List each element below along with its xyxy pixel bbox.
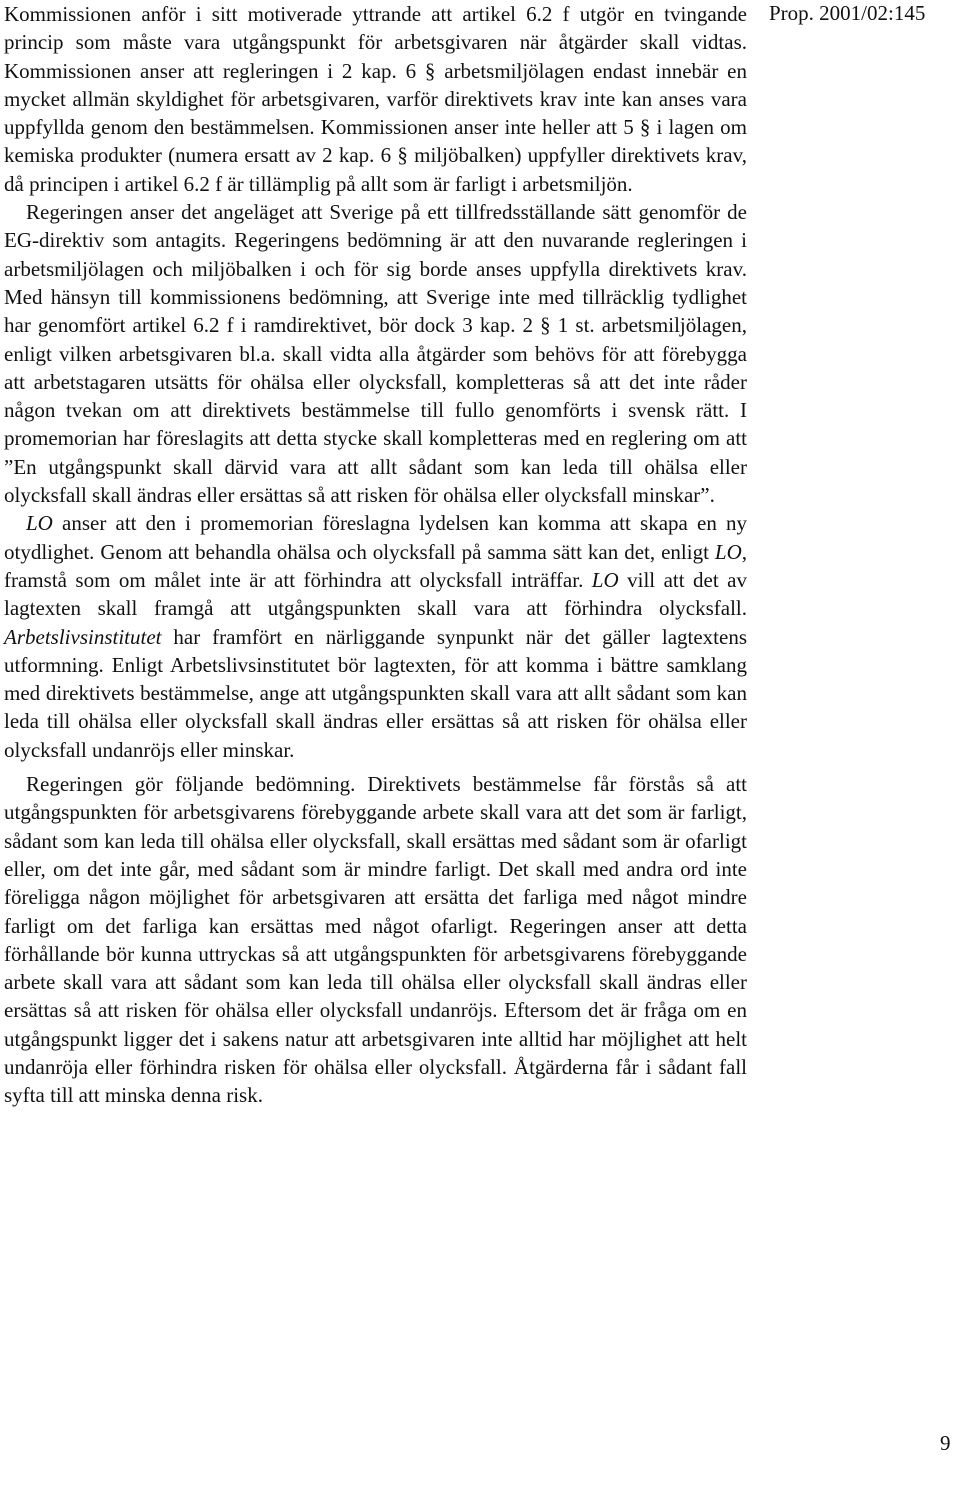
paragraph-text-segment: anser att den i promemorian föreslagna lydelsen kan komma att skapa en ny otydlighet. Genom att behandla ohälsa och olycksfall på samma sätt kan det, enligt <box>4 511 747 564</box>
paragraph-text-segment: har framfört en närliggande synpunkt när det gäller lagtextens utformning. Enligt Arbetslivsinstitutet bör lagtexten, för att komma i bättre samklang med direktivets bestämmelse, ange att utgångspunkten skall vara att allt sådant som kan leda till ohälsa eller olycksfall skall ändras eller ersättas så att risken för ohälsa eller olycksfall undanröjs eller minskar. <box>4 624 747 762</box>
proposition-reference: Prop. 2001/02:145 <box>769 1 926 25</box>
paragraph-government-assessment: Regeringen gör följande bedömning. Direktivets bestämmelse får förstås så att utgångspunkten för arbetsgivarens förebyggande arbete skall vara att det som är farligt, sådant som kan leda till ohälsa eller olycksfall, skall ersättas med sådant som är ofarligt eller, om det inte går, med sådant som är mindre farligt. Det skall med andra ord inte föreligga någon möjlighet för arbetsgivaren att ersätta det farliga med något mindre farligt om det farliga kan ersättas med något ofarligt. Regeringen anser att detta förhållande bör kunna uttryckas så att utgångspunkten för arbetsgivarens förebyggande arbete skall vara att sådant som kan leda till ohälsa eller olycksfall skall ändras eller ersättas så att risken för ohälsa eller olycksfall undanröjs. Eftersom det är fråga om en utgångspunkt ligger det i sakens natur att arbetsgivaren inte alltid har möjlighet att helt undanröja eller förhindra risken för ohälsa eller olycksfall. Åtgärderna får i sådant fall syfta till att minska denna risk. <box>4 772 747 1108</box>
paragraph-lo-opinion <box>4 509 747 764</box>
paragraph-text-segment: vill att det av lagtexten skall framgå att utgångspunkten skall vara att förhindra olycksfall. <box>4 567 747 621</box>
lo-name: LO <box>26 511 53 536</box>
paragraph-commission-opinion: Kommissionen anför i sitt motiverade yttrande att artikel 6.2 f utgör en tvingande princip som måste vara utgångspunkt för arbetsgivaren när åtgärder skall vidtas. Kommissionen anser att regleringen i 2 kap. 6 § arbetsmiljölagen endast innebär en mycket allmän skyldighet för arbetsgivaren, varför direktivets krav inte kan anses vara uppfyllda genom den bestämmelsen. Kommissionen anser inte heller att 5 § i lagen om kemiska produkter (numera ersatt av 2 kap. 6 § miljöbalken) uppfyller direktivets krav, då principen i artikel 6.2 f är tillämplig på allt som är farligt i arbetsmiljön. <box>4 2 747 196</box>
page-number: 9 <box>940 1431 951 1455</box>
paragraph-text-segment: , framstå som om målet inte är att förhindra att olycksfall inträffar. <box>4 539 747 592</box>
lo-name: LO <box>591 567 619 592</box>
document-body <box>4 0 747 1110</box>
paragraph-government-view: Regeringen anser det angeläget att Sverige på ett tillfredsställande sätt genomför de EG-direktiv som antagits. Regeringens bedömning är att den nuvarande regleringen i arbetsmiljölagen och miljöbalken i och för sig borde anses uppfylla direktivets krav. Med hänsyn till kommissionens bedömning, att Sverige inte med tillräcklig tydlighet har genomfört artikel 6.2 f i ramdirektivet, bör dock 3 kap. 2 § 1 st. arbetsmiljölagen, enligt vilken arbetsgivaren bl.a. skall vidta alla åtgärder som behövs för att förebygga att arbetstagaren utsätts för ohälsa eller olycksfall, kompletteras så att det inte råder någon tvekan om att direktivets bestämmelse till fullo genomförts i svensk rätt. I promemorian har föreslagits att detta stycke skall kompletteras med en reglering om att ”En utgångspunkt skall därvid vara att allt sådant som kan leda till ohälsa eller olycksfall skall ändras eller ersättas så att risken för ohälsa eller olycksfall minskar”. <box>4 200 747 508</box>
lo-name: LO <box>714 539 742 564</box>
arbetslivsinstitutet-name: Arbetslivsinstitutet <box>4 624 162 649</box>
